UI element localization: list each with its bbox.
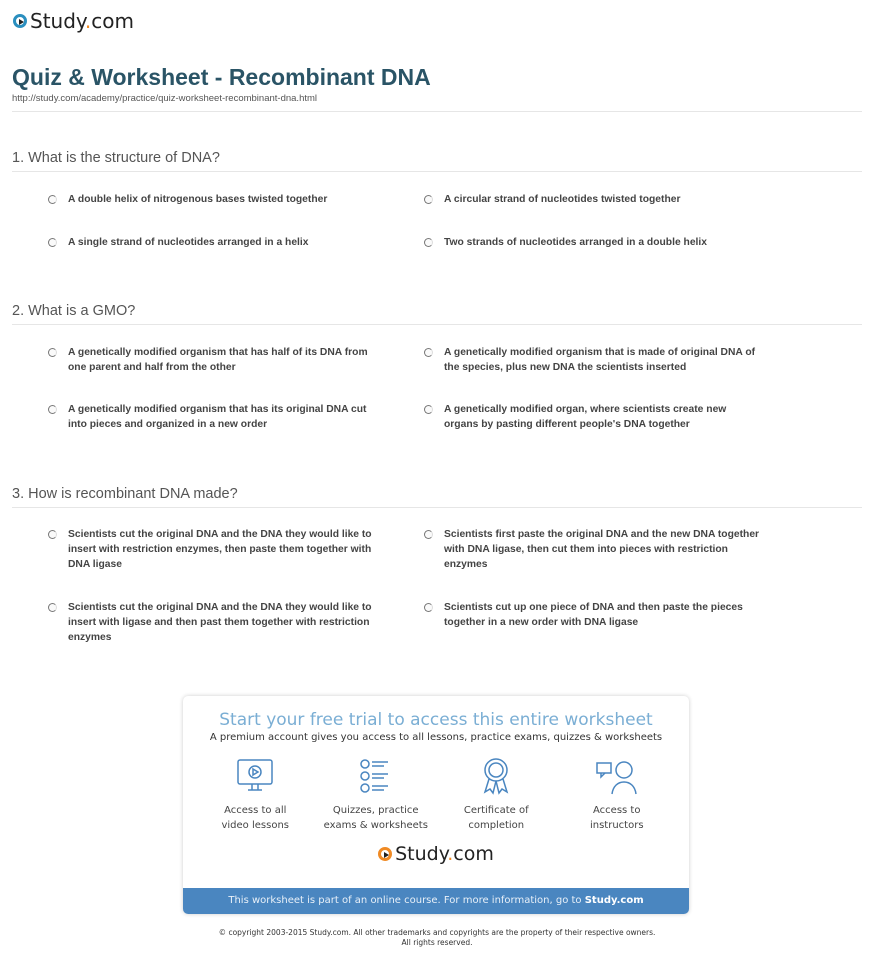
answer-option[interactable]: [45, 600, 385, 645]
radio-button[interactable]: [48, 405, 57, 414]
copyright-line: All rights reserved.: [401, 938, 473, 947]
answer-option[interactable]: [45, 192, 385, 207]
option-label: Scientists cut the original DNA and the DNA they would like to insert with restriction enzymes, then paste them together with DNA ligase: [68, 529, 372, 570]
page-url: http://study.com/academy/practice/quiz-worksheet-recombinant-dna.html: [12, 93, 318, 104]
radio-button[interactable]: [48, 603, 57, 612]
answer-option[interactable]: [421, 235, 761, 250]
option-label: Scientists first paste the original DNA and the new DNA together with DNA ligase, then cut them into pieces with restriction enzymes: [444, 529, 760, 570]
radio-button[interactable]: [424, 405, 433, 414]
answer-option[interactable]: [45, 235, 385, 250]
answer-option[interactable]: [421, 600, 761, 630]
radio-button[interactable]: [424, 603, 433, 612]
certificate-ribbon-icon: [477, 757, 515, 795]
radio-button[interactable]: [424, 348, 433, 357]
divider: [12, 171, 862, 172]
study-link[interactable]: Study.com: [584, 895, 644, 906]
divider: [12, 111, 862, 112]
answer-option[interactable]: [421, 345, 761, 375]
answer-option[interactable]: [45, 402, 385, 432]
video-monitor-icon: [236, 757, 274, 795]
radio-button[interactable]: [48, 530, 57, 539]
option-label: A single strand of nucleotides arranged in a helix: [68, 237, 309, 248]
option-label: Scientists cut the original DNA and the DNA they would like to insert with ligase and then past them together with restriction enzymes: [68, 602, 372, 643]
option-label: A genetically modified organ, where scientists create new organs by pasting different people's DNA together: [444, 404, 727, 430]
question-heading: 3. How is recombinant DNA made?: [12, 486, 238, 502]
option-label: A genetically modified organism that is made of original DNA of the species, plus new DNA the scientists inserted: [444, 347, 756, 373]
question-heading: 1. What is the structure of DNA?: [12, 150, 220, 166]
divider: [12, 324, 862, 325]
feature-certificate: [441, 757, 551, 833]
feature-label: exams & worksheets: [323, 820, 428, 831]
option-label: A genetically modified organism that has its original DNA cut into pieces and organized in a new order: [68, 404, 367, 430]
radio-button[interactable]: [424, 195, 433, 204]
feature-label: instructors: [589, 820, 644, 831]
copyright-line: © copyright 2003-2015 Study.com. All other trademarks and copyrights are the property of their respective owners.: [218, 928, 656, 937]
course-info-band: [183, 888, 689, 914]
option-label: Two strands of nucleotides arranged in a double helix: [444, 237, 707, 248]
option-label: A genetically modified organism that has half of its DNA from one parent and half from the other: [68, 347, 368, 373]
radio-button[interactable]: [424, 530, 433, 539]
answer-option[interactable]: [421, 192, 761, 207]
answer-option[interactable]: [421, 402, 761, 432]
copyright: [0, 928, 874, 948]
feature-label: video lessons: [221, 820, 289, 831]
promo-subtitle: A premium account gives you access to all lessons, practice exams, quizzes & worksheets: [209, 732, 663, 743]
play-icon: [378, 847, 392, 861]
feature-quizzes: [321, 757, 431, 833]
radio-button[interactable]: [424, 238, 433, 247]
option-label: A circular strand of nucleotides twisted together: [444, 194, 681, 205]
promo-box: [183, 696, 689, 914]
answer-option[interactable]: [45, 345, 385, 375]
study-logo[interactable]: Study.com: [13, 9, 134, 33]
instructor-chat-icon: [595, 757, 639, 795]
radio-button[interactable]: [48, 348, 57, 357]
question-heading: 2. What is a GMO?: [12, 303, 136, 319]
radio-button[interactable]: [48, 238, 57, 247]
feature-label: Quizzes, practice: [332, 805, 419, 816]
feature-label: Access to all: [224, 805, 287, 816]
radio-button[interactable]: [48, 195, 57, 204]
feature-instructors: [562, 757, 672, 833]
divider: [12, 507, 862, 508]
feature-label: Access to: [593, 805, 641, 816]
answer-option[interactable]: [421, 527, 761, 572]
play-icon: [13, 14, 27, 28]
list-icon: [357, 757, 395, 795]
page-title: Quiz & Worksheet - Recombinant DNA: [12, 64, 431, 90]
feature-label: completion: [468, 820, 525, 831]
band-text: This worksheet is part of an online course. For more information, go to: [228, 895, 585, 906]
promo-logo[interactable]: Study.com: [183, 843, 689, 865]
option-label: Scientists cut up one piece of DNA and then paste the pieces together in a new order with DNA ligase: [444, 602, 743, 628]
promo-title: Start your free trial to access this entire worksheet: [219, 710, 653, 730]
feature-video: [200, 757, 310, 833]
option-label: A double helix of nitrogenous bases twisted together: [68, 194, 328, 205]
feature-label: Certificate of: [463, 805, 529, 816]
answer-option[interactable]: [45, 527, 385, 572]
